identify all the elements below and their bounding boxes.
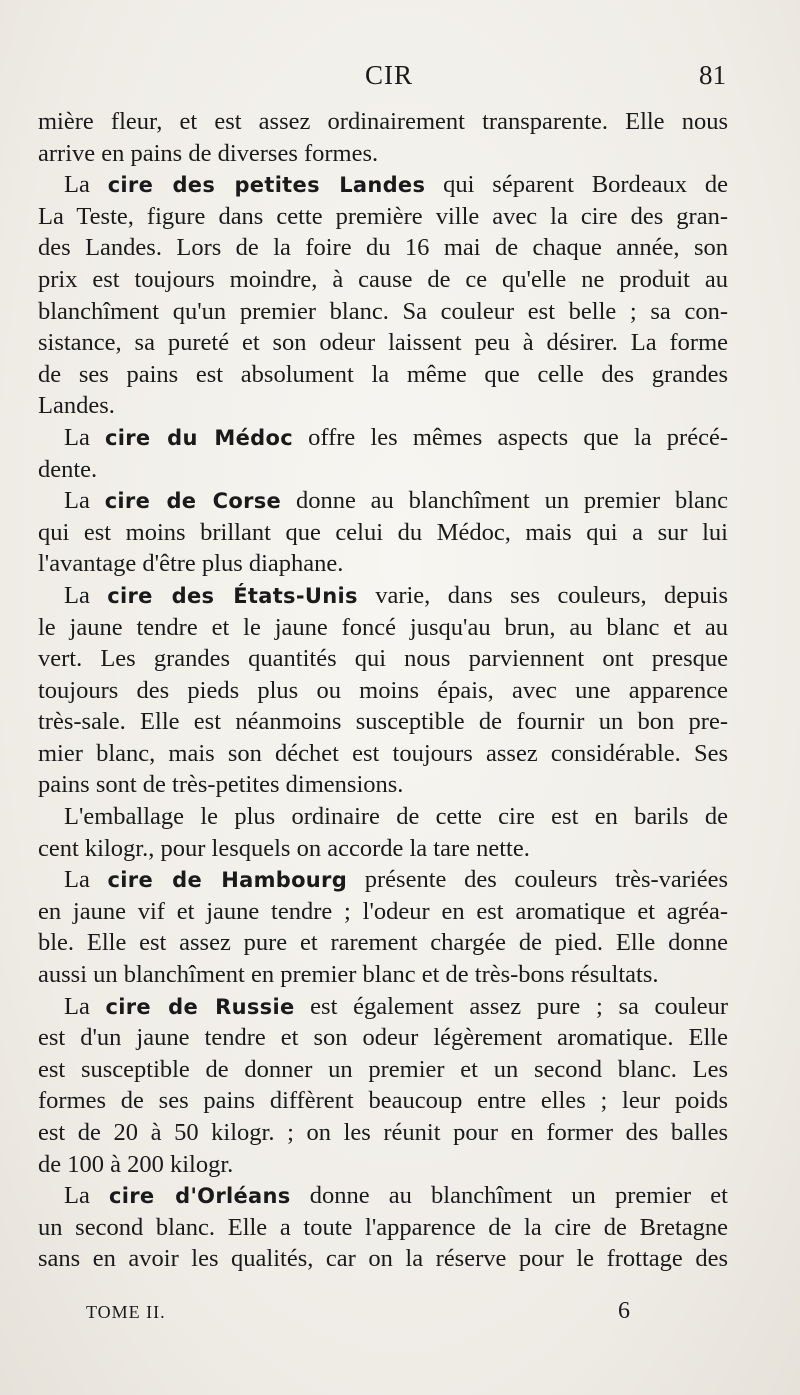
text-line xyxy=(38,580,728,612)
text-line: sistance, sa pureté et son odeur laissent peu à désirer. La forme xyxy=(38,329,728,357)
text-line: des Landes. Lors de la foire du 16 mai de chaque année, son xyxy=(38,234,728,262)
text-line: L'emballage le plus ordinaire de cette cire est en barils de xyxy=(64,803,728,831)
text-line: un second blanc. Elle a toute l'apparence de la cire de Bretagne xyxy=(38,1213,728,1241)
line-lead: La xyxy=(64,1182,110,1210)
line-text: est également assez pure ; sa couleur xyxy=(294,992,728,1020)
body-text xyxy=(38,106,728,1275)
line-text: qui séparent Bordeaux de xyxy=(425,171,728,199)
text-line: de 100 à 200 kilogr. xyxy=(38,1150,234,1178)
text-line: en jaune vif et jaune tendre ; l'odeur en est aromatique et agréa- xyxy=(38,897,728,925)
text-line: cent kilogr., pour lesquels on accorde la tare nette. xyxy=(38,834,530,862)
text-line: très-sale. Elle est néanmoins susceptible de fournir un bon pre- xyxy=(38,708,728,736)
text-line: blanchîment qu'un premier blanc. Sa couleur est belle ; sa con- xyxy=(38,297,728,325)
text-line xyxy=(38,991,728,1023)
wax-variety-term: cire de Hambourg xyxy=(107,868,348,893)
text-line: toujours des pieds plus ou moins épais, avec une apparence xyxy=(38,676,728,704)
signature-mark: 6 xyxy=(618,1298,630,1324)
line-text: donne au blanchîment un premier blanc xyxy=(281,487,728,515)
line-lead: La xyxy=(64,992,106,1020)
line-lead: La xyxy=(64,171,108,199)
page-number: 81 xyxy=(699,60,726,90)
text-line: sans en avoir les qualités, car on la réserve pour le frottage des xyxy=(38,1245,728,1273)
text-line: Landes. xyxy=(38,392,115,420)
wax-variety-term: cire des petites Landes xyxy=(107,173,426,198)
text-line: dente. xyxy=(38,455,98,483)
text-line xyxy=(38,422,728,454)
text-line: est de 20 à 50 kilogr. ; on les réunit pour en former des balles xyxy=(38,1119,728,1146)
line-text: offre les mêmes aspects que la précé- xyxy=(292,423,728,451)
page-footer xyxy=(40,1298,730,1334)
text-line: vert. Les grandes quantités qui nous parviennent ont presque xyxy=(38,645,728,673)
running-title: CIR xyxy=(365,60,414,90)
text-line xyxy=(38,485,728,517)
line-lead: La xyxy=(64,581,108,609)
text-line: qui est moins brillant que celui du Médoc, mais qui a sur lui xyxy=(38,518,728,546)
text-line: aussi un blanchîment en premier blanc et de très-bons résultats. xyxy=(38,961,659,989)
line-lead: La xyxy=(64,866,108,894)
text-line xyxy=(38,1180,728,1212)
wax-variety-term: cire des États-Unis xyxy=(107,583,358,608)
text-line: arrive en pains de diverses formes. xyxy=(38,139,379,167)
running-head xyxy=(40,60,730,100)
wax-variety-term: cire de Corse xyxy=(104,489,282,514)
wax-variety-term: cire de Russie xyxy=(105,994,295,1019)
wax-variety-term: cire du Médoc xyxy=(105,425,293,450)
line-text: donne au blanchîment un premier et xyxy=(290,1182,728,1210)
text-line: mier blanc, mais son déchet est toujours assez considérable. Ses xyxy=(38,739,728,767)
text-line: est susceptible de donner un premier et un second blanc. Les xyxy=(38,1055,728,1083)
text-line: prix est toujours moindre, à cause de ce qu'elle ne produit au xyxy=(38,265,728,293)
line-text: varie, dans ses couleurs, depuis xyxy=(357,581,728,609)
text-line: ble. Elle est assez pure et rarement chargée de pied. Elle donne xyxy=(38,929,728,957)
text-line: La Teste, figure dans cette première ville avec la cire des gran- xyxy=(38,202,728,230)
text-line: mière fleur, et est assez ordinairement transparente. Elle nous xyxy=(38,108,728,135)
line-lead: La xyxy=(64,487,105,515)
text-line: est d'un jaune tendre et son odeur légèrement aromatique. Elle xyxy=(38,1024,728,1052)
line-lead: La xyxy=(64,423,106,451)
wax-variety-term: cire d'Orléans xyxy=(109,1184,291,1209)
text-line: le jaune tendre et le jaune foncé jusqu'au brun, au blanc et au xyxy=(38,613,728,641)
text-line: l'avantage d'être plus diaphane. xyxy=(38,550,344,578)
text-line: de ses pains est absolument la même que celle des grandes xyxy=(38,360,728,388)
text-line: formes de ses pains diffèrent beaucoup entre elles ; leur poids xyxy=(38,1087,728,1115)
text-line xyxy=(38,864,728,896)
text-line xyxy=(38,169,728,201)
line-text: présente des couleurs très-variées xyxy=(347,866,728,894)
text-line: pains sont de très-petites dimensions. xyxy=(38,771,404,799)
volume-label: TOME II. xyxy=(86,1302,166,1322)
